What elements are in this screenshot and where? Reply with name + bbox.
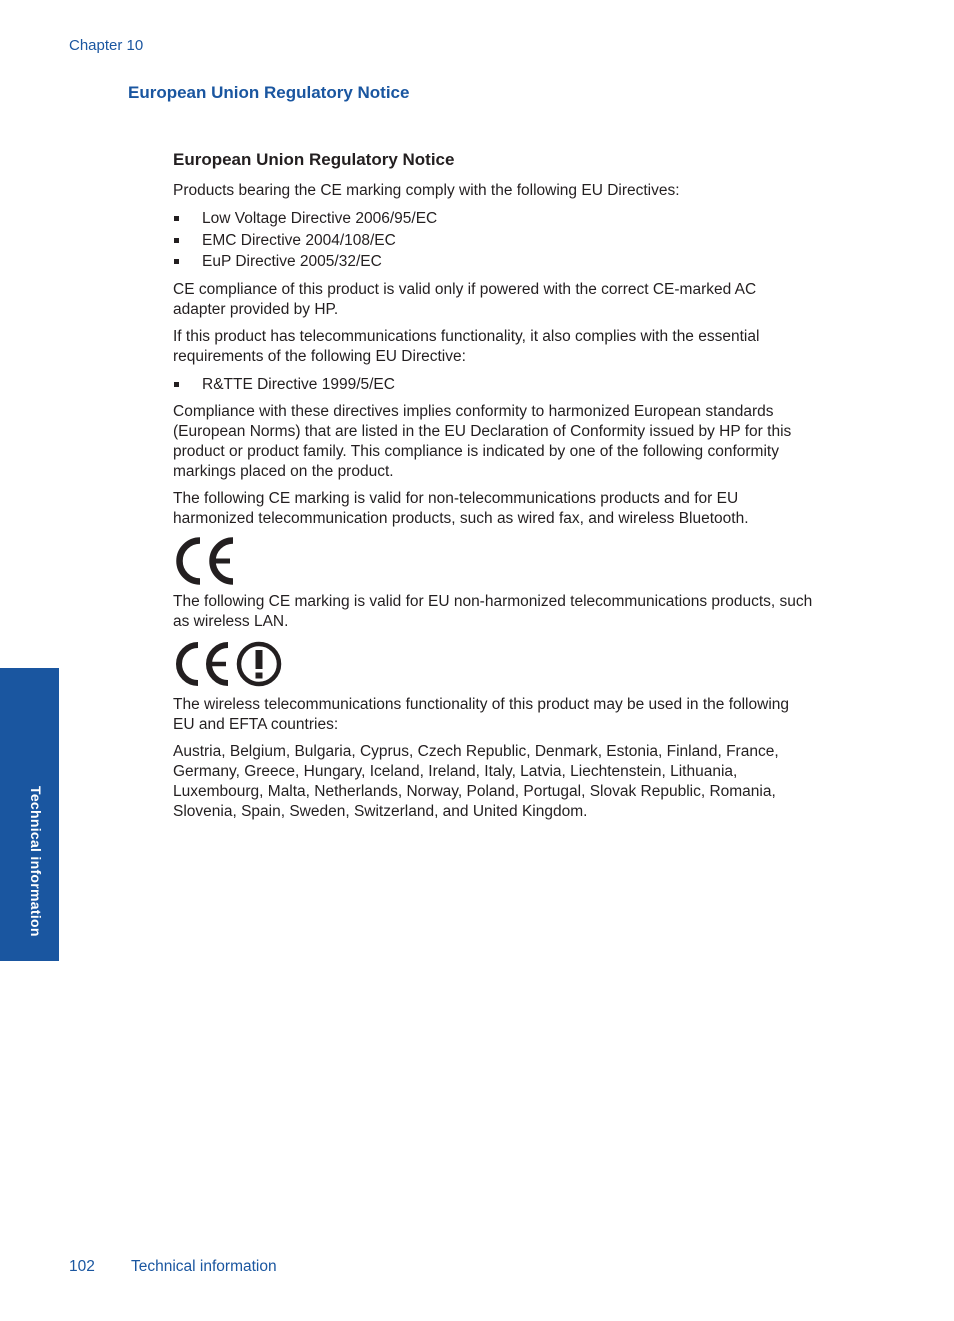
section-title: European Union Regulatory Notice	[128, 83, 410, 102]
ce-mark-icon	[173, 536, 239, 586]
list-item	[173, 251, 813, 273]
bullet-icon	[174, 238, 179, 243]
bullet-icon	[174, 259, 179, 264]
list-item	[173, 374, 813, 396]
footer-title: Technical information	[131, 1258, 277, 1275]
list-item-text: Low Voltage Directive 2006/95/EC	[202, 210, 438, 227]
countries-paragraph: Austria, Belgium, Bulgaria, Cyprus, Czech Republic, Denmark, Estonia, Finland, France, Germany, Greece, Hungary, Iceland, Ireland, Italy, Latvia, Liechtenstein, Lithuania, Luxembourg, Malta, Netherlands, Norway, Poland, Portugal, Slovak Republic, Romania, Slovenia, Spain, Sweden, Switzerland, and United Kingdom.	[173, 743, 779, 820]
side-tab-label: Technical information	[28, 786, 44, 937]
notice-heading: European Union Regulatory Notice	[173, 150, 455, 169]
list-item	[173, 230, 813, 252]
ce-valid-paragraph: The following CE marking is valid for non-telecommunications products and for EU harmonized telecommunication products, such as wired fax, and wireless Bluetooth.	[173, 490, 749, 527]
ce-alert-paragraph: The following CE marking is valid for EU non-harmonized telecommunications products, such as wireless LAN.	[173, 593, 813, 630]
document-body	[173, 150, 813, 829]
harmonized-paragraph: Compliance with these directives implies conformity to harmonized European standards (European Norms) that are listed in the EU Declaration of Conformity issued by HP for this product or product family. This compliance is indicated by one of the following conformity markings placed on the product.	[173, 403, 792, 480]
directive-list	[173, 208, 813, 273]
list-item	[173, 208, 813, 230]
intro-paragraph: Products bearing the CE marking comply with the following EU Directives:	[173, 182, 680, 199]
bullet-icon	[174, 216, 179, 221]
ce-alert-mark-icon	[173, 639, 285, 689]
telecom-directive-list	[173, 374, 813, 396]
list-item-text: EMC Directive 2004/108/EC	[202, 231, 396, 249]
telecom-paragraph: If this product has telecommunications functionality, it also complies with the essential requirements of the following EU Directive:	[173, 327, 760, 365]
list-item-text: EuP Directive 2005/32/EC	[202, 253, 382, 270]
bullet-icon	[174, 382, 179, 387]
list-item-text: R&TTE Directive 1999/5/EC	[202, 375, 395, 393]
page-number: 102	[69, 1258, 95, 1275]
wireless-paragraph: The wireless telecommunications functionality of this product may be used in the following EU and EFTA countries:	[173, 696, 790, 733]
side-tab	[0, 668, 59, 961]
chapter-label: Chapter 10	[69, 37, 144, 54]
compliance-paragraph: CE compliance of this product is valid only if powered with the correct CE-marked AC adapter provided by HP.	[173, 280, 757, 318]
